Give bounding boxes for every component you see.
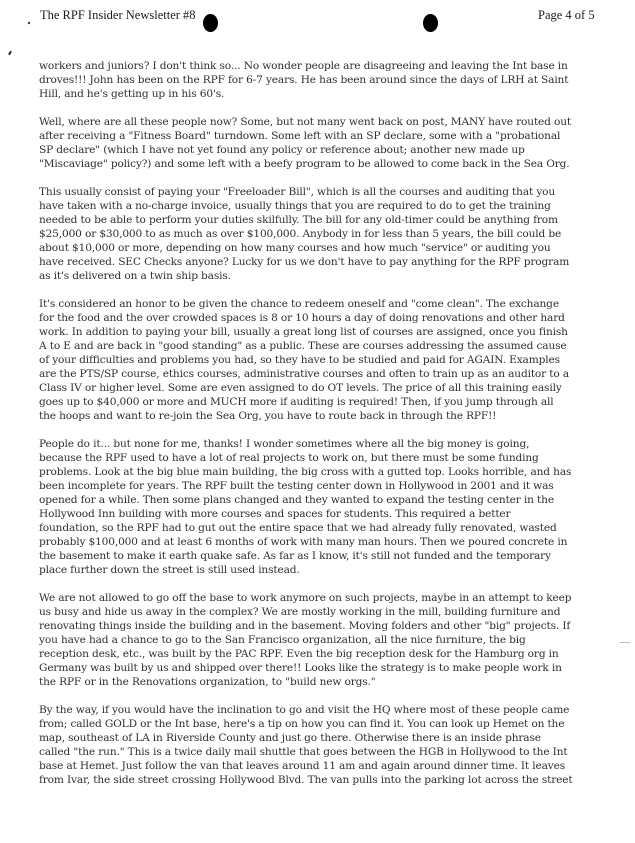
text-line: By the way, if you would have the inclination to go and visit the HQ where most of these people came <box>39 704 570 716</box>
text-line: you have had a chance to go to the San Francisco organization, all the nice furniture, the big <box>39 634 526 646</box>
text-line: Class IV or higher level. Some are even assigned to do OT levels. The price of all this training easily <box>39 382 562 394</box>
article-body <box>39 59 599 801</box>
text-line: map, southeast of LA in Riverside County and just go there. Otherwise there is an inside phrase <box>39 732 541 744</box>
text-line: probably $100,000 and at least 6 months of work with many man hours. Then we poured concrete in <box>39 536 568 548</box>
text-line: about $10,000 or more, depending on how many courses and how much "service" or auditing you <box>39 242 551 254</box>
newsletter-title: The RPF Insider Newsletter #8 <box>40 8 196 22</box>
text-line: the RPF or in the Renovations organization, to "build new orgs." <box>39 676 376 688</box>
paragraph <box>39 703 599 787</box>
text-line: It's considered an honor to be given the chance to redeem oneself and "come clean". The exchange <box>39 298 559 310</box>
text-line: droves!!! John has been on the RPF for 6-7 years. He has been around since the days of LRH at Saint <box>39 74 569 86</box>
text-line: problems. Look at the big blue main building, the big cross with a gutted top. Looks horrible, and has <box>39 466 572 478</box>
text-line: "Miscaviage" policy?) and some left with a beefy program to be allowed to come back in the Sea Org. <box>39 158 570 170</box>
text-line: A to E and are back in "good standing" as a public. These are courses addressing the assumed cause <box>39 340 567 352</box>
page-indicator: Page 4 of 5 <box>538 8 595 22</box>
paragraph <box>39 59 599 101</box>
text-line: called "the run." This is a twice daily mail shuttle that goes between the HGB in Hollywood to the Int <box>39 746 568 758</box>
text-line: Hill, and he's getting up in his 60's. <box>39 88 225 100</box>
text-line: have received. SEC Checks anyone? Lucky for us we don't have to pay anything for the RPF program <box>39 256 570 268</box>
text-line: This usually consist of paying your "Freeloader Bill", which is all the courses and auditing that you <box>39 186 556 198</box>
text-line: People do it... but none for me, thanks! I wonder sometimes where all the big money is going, <box>39 438 530 450</box>
text-line: the basement to make it earth quake safe. As far as I know, it's still not funded and the temporary <box>39 550 551 562</box>
text-line: renovating things inside the building and in the basement. Moving folders and other "big" projects. If <box>39 620 571 632</box>
text-line: goes up to $40,000 or more and MUCH more if auditing is required! Then, if you jump through all <box>39 396 554 408</box>
text-line: opened for a while. Then some plans changed and they wanted to expand the testing center in the <box>39 494 554 506</box>
text-line: Germany was built by us and shipped over there!! Looks like the strategy is to make people work in <box>39 662 562 674</box>
text-line: from Ivar, the side street crossing Hollywood Blvd. The van pulls into the parking lot across the street <box>39 774 573 786</box>
text-line: We are not allowed to go off the base to work anymore on such projects, maybe in an attempt to keep <box>39 592 572 604</box>
text-line: after receiving a "Fitness Board" turndown. Some left with an SP declare, some with a "probational <box>39 130 561 142</box>
text-line: have taken with a no-charge invoice, usually things that you are required to do to get the training <box>39 200 551 212</box>
scan-speck <box>28 22 31 25</box>
paragraph <box>39 185 599 283</box>
text-line: as it's delivered on a twin ship basis. <box>39 270 231 282</box>
paragraph <box>39 437 599 577</box>
text-line: work. In addition to paying your bill, usually a great long list of courses are assigned, once you finish <box>39 326 568 338</box>
text-line: reception desk, etc., was built by the PAC RPF. Even the big reception desk for the Hamburg org in <box>39 648 559 660</box>
paragraph <box>39 115 599 171</box>
text-line: because the RPF used to have a lot of real projects to work on, but there must be some funding <box>39 452 539 464</box>
text-line: us busy and hide us away in the complex? We are mostly working in the mill, building furniture and <box>39 606 561 618</box>
text-line: Hollywood Inn building with more courses and spaces for students. This required a better <box>39 508 511 520</box>
text-line: needed to be able to perform your duties skilfully. The bill for any old-timer could be anything from <box>39 214 558 226</box>
punch-hole-mark <box>423 14 438 32</box>
text-line: SP declare" (which I have not yet found any policy or reference about; another new made up <box>39 144 525 156</box>
text-line: been incomplete for years. The RPF built the testing center down in Hollywood in 2001 and it was <box>39 480 554 492</box>
text-line: are the PTS/SP course, ethics courses, administrative courses and often to train up as an auditor to a <box>39 368 569 380</box>
text-line: $25,000 or $30,000 to as much as over $100,000. Anybody in for less than 5 years, the bill could be <box>39 228 562 240</box>
text-line: Well, where are all these people now? Some, but not many went back on post, MANY have routed out <box>39 116 572 128</box>
text-line: base at Hemet. Just follow the van that leaves around 11 am and again around dinner time. It leaves <box>39 760 566 772</box>
scan-speck <box>8 51 12 55</box>
text-line: workers and juniors? I don't think so... No wonder people are disagreeing and leaving the Int base in <box>39 60 568 72</box>
text-line: the hoops and want to re-join the Sea Org, you have to route back in through the RPF!! <box>39 410 497 422</box>
paragraph <box>39 297 599 423</box>
text-line: of your difficulties and problems you had, so they have to be studied and paid for AGAIN. Examples <box>39 354 560 366</box>
paragraph <box>39 591 599 689</box>
text-line: foundation, so the RPF had to gut out the entire space that we had already fully renovated, wasted <box>39 522 557 534</box>
text-line: place further down the street is still used instead. <box>39 564 300 576</box>
text-line: from; called GOLD or the Int base, here's a tip on how you can find it. You can look up Hemet on the <box>39 718 565 730</box>
scan-speck <box>620 642 630 643</box>
text-line: for the food and the over crowded spaces is 8 or 10 hours a day of doing renovations and other hard <box>39 312 565 324</box>
punch-hole-mark <box>203 14 218 32</box>
